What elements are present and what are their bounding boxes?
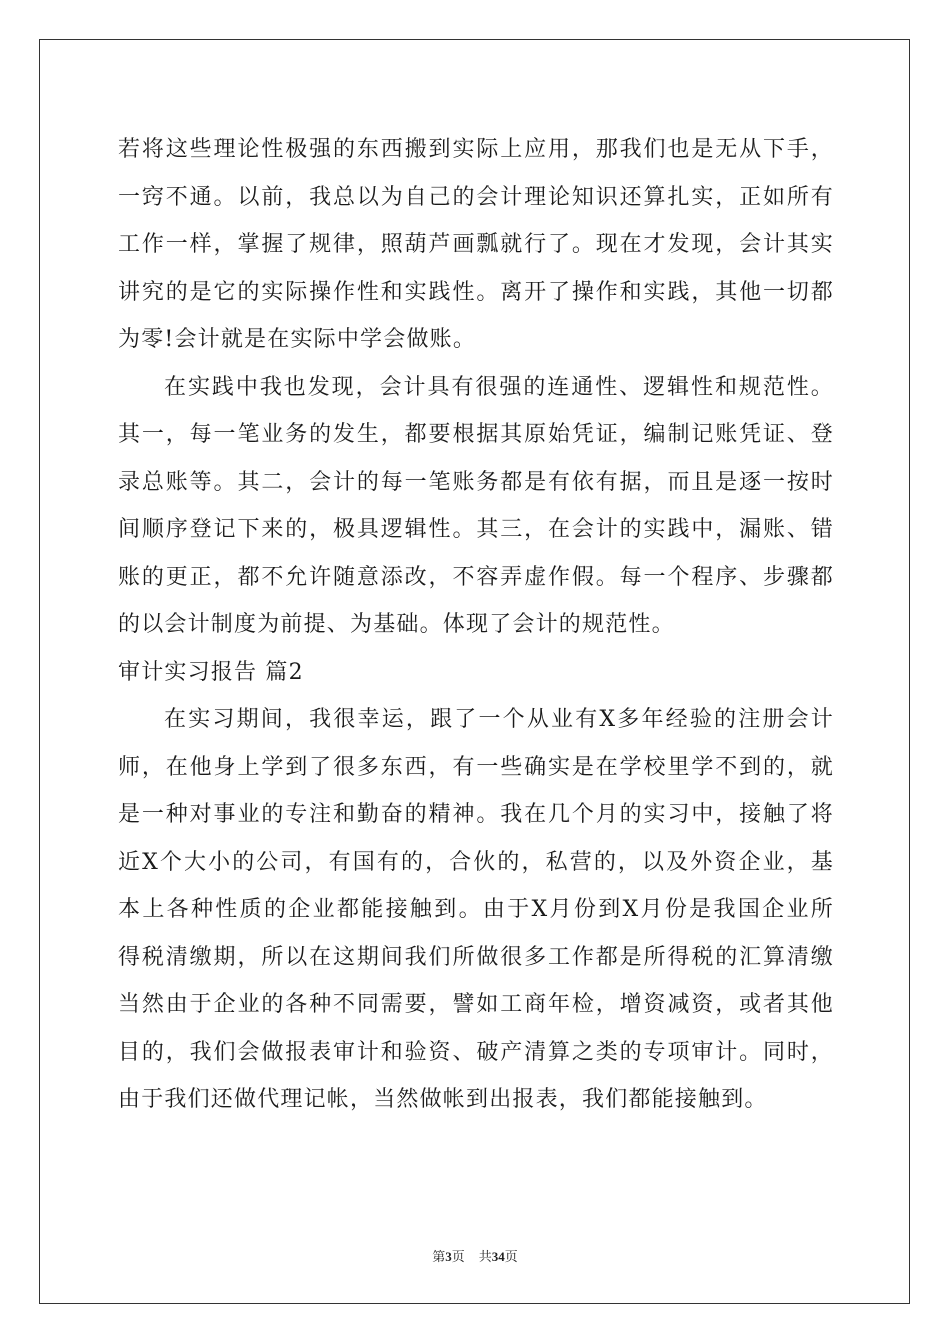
text-line: 若将这些理论性极强的东西搬到实际上应用，那我们也是无从下手，	[118, 137, 834, 162]
page-prefix: 第	[432, 1249, 446, 1264]
text-line: 的以会计制度为前提、为基础。体现了会计的规范性。	[118, 612, 675, 637]
page-total: 34	[491, 1249, 505, 1264]
section-heading: 审计实习报告 篇2	[118, 659, 304, 685]
text-line: 其一，每一笔业务的发生，都要根据其原始凭证，编制记账凭证、登	[118, 422, 834, 447]
text-line: 间顺序登记下来的，极具逻辑性。其三，在会计的实践中，漏账、错	[118, 517, 834, 542]
page-current: 3	[445, 1249, 452, 1264]
text-line: 由于我们还做代理记帐，当然做帐到出报表，我们都能接触到。	[118, 1087, 768, 1112]
text-line: 讲究的是它的实际操作性和实践性。离开了操作和实践，其他一切都	[118, 279, 834, 305]
text-line: 目的，我们会做报表审计和验资、破产清算之类的专项审计。同时，	[118, 1039, 834, 1065]
page-suffix: 页	[451, 1249, 465, 1264]
text-line: 一窍不通。以前，我总以为自己的会计理论知识还算扎实，正如所有	[118, 184, 834, 210]
text-line: 本上各种性质的企业都能接触到。由于X月份到X月份是我国企业所	[118, 897, 834, 922]
total-prefix: 共	[478, 1249, 492, 1264]
text-line: 近X个大小的公司，有国有的，合伙的，私营的，以及外资企业，基	[118, 849, 834, 875]
text-line: 账的更正，都不允许随意添改，不容弄虚作假。每一个程序、步骤都	[118, 564, 834, 590]
text-line: 在实践中我也发现，会计具有很强的连通性、逻辑性和规范性。	[164, 374, 834, 400]
text-line: 在实习期间，我很幸运，跟了一个从业有X多年经验的注册会计	[164, 707, 834, 732]
text-line: 为零!会计就是在实际中学会做账。	[118, 327, 477, 352]
text-line: 是一种对事业的专注和勤奋的精神。我在几个月的实习中，接触了将	[118, 802, 834, 827]
document-body	[118, 126, 834, 1124]
text-line: 得税清缴期，所以在这期间我们所做很多工作都是所得税的汇算清缴	[118, 944, 834, 970]
total-suffix: 页	[504, 1249, 518, 1264]
text-line: 工作一样，掌握了规律，照葫芦画瓢就行了。现在才发现，会计其实	[118, 232, 834, 257]
text-line: 师，在他身上学到了很多东西，有一些确实是在学校里学不到的，就	[118, 754, 834, 780]
page-footer	[0, 1246, 950, 1265]
text-line: 录总账等。其二，会计的每一笔账务都是有依有据，而且是逐一按时	[118, 469, 834, 495]
text-line: 当然由于企业的各种不同需要，譬如工商年检，增资减资，或者其他	[118, 992, 834, 1017]
